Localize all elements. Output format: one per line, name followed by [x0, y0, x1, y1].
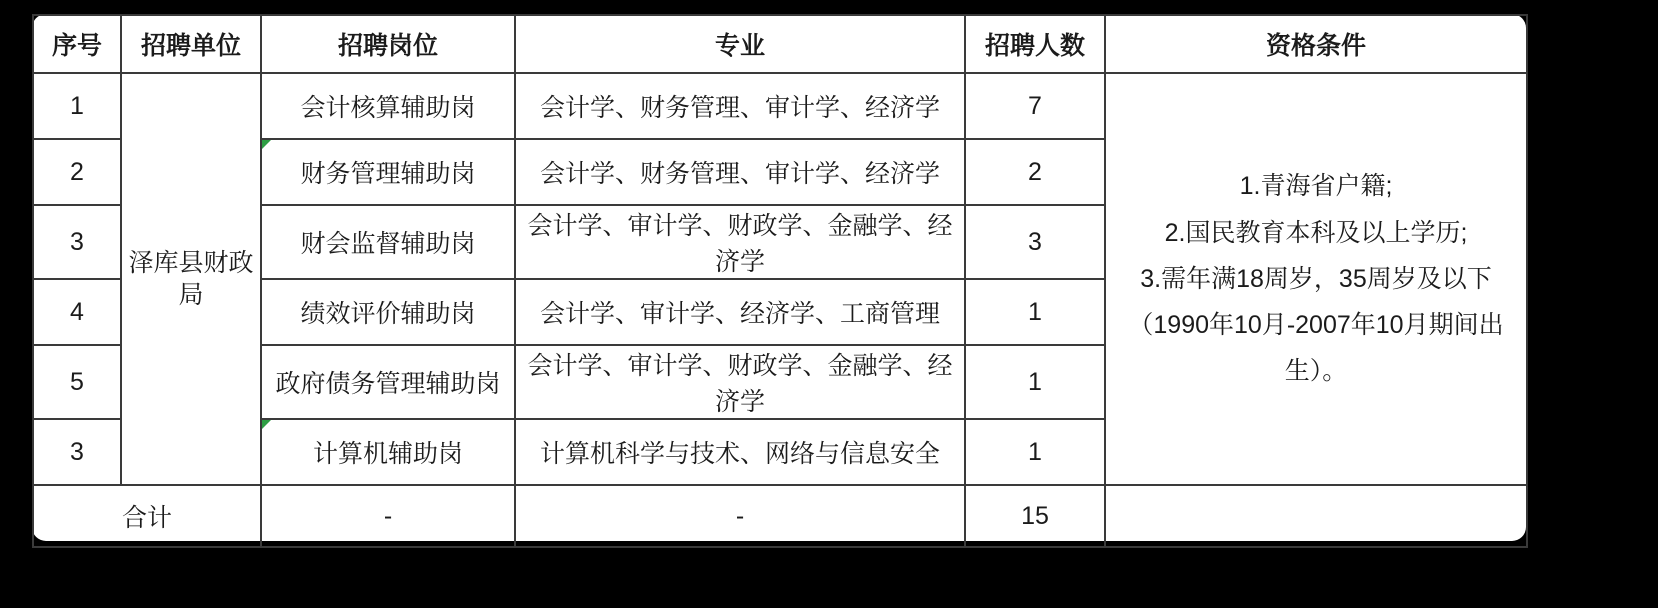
table-header: [33, 15, 1527, 73]
cell-count: 3: [965, 205, 1105, 279]
total-qualification: [1105, 485, 1527, 547]
cell-unit: 泽库县财政局: [121, 73, 261, 485]
cell-post: 政府债务管理辅助岗: [261, 345, 515, 419]
qualification-line-1: 1.青海省户籍;: [1239, 172, 1393, 201]
cell-qualification: [1105, 73, 1527, 485]
cell-post: 会计核算辅助岗: [261, 73, 515, 139]
cell-seq: 1: [33, 73, 121, 139]
total-post: -: [261, 485, 515, 547]
cell-seq: 2: [33, 139, 121, 205]
header-count: 招聘人数: [965, 15, 1105, 73]
header-seq: 序号: [33, 15, 121, 73]
cell-major: 会计学、财务管理、审计学、经济学: [515, 139, 965, 205]
cell-major: 会计学、审计学、财政学、金融学、经济学: [515, 205, 965, 279]
total-row: [33, 485, 1527, 547]
cell-count: 1: [965, 419, 1105, 485]
header-qualification: 资格条件: [1105, 15, 1527, 73]
cell-seq: 3: [33, 419, 121, 485]
total-label: 合计: [33, 485, 261, 547]
header-post: 招聘岗位: [261, 15, 515, 73]
cell-seq: 4: [33, 279, 121, 345]
recruitment-table: [32, 14, 1528, 548]
cell-count: 1: [965, 279, 1105, 345]
cell-post: 财会监督辅助岗: [261, 205, 515, 279]
cell-post: 计算机辅助岗: [261, 419, 515, 485]
cell-major: 会计学、审计学、经济学、工商管理: [515, 279, 965, 345]
cell-seq: 5: [33, 345, 121, 419]
cell-count: 1: [965, 345, 1105, 419]
cell-seq: 3: [33, 205, 121, 279]
qualification-line-3: 3.需年满18周岁，35周岁及以下（1990年10月-2007年10月期间出生）。: [1128, 264, 1504, 386]
cell-post: 绩效评价辅助岗: [261, 279, 515, 345]
qualification-line-2: 2.国民教育本科及以上学历;: [1164, 218, 1468, 247]
cell-count: 7: [965, 73, 1105, 139]
header-major: 专业: [515, 15, 965, 73]
header-row: [33, 15, 1527, 73]
document-page: [32, 14, 1526, 541]
total-count: 15: [965, 485, 1105, 547]
cell-post: 财务管理辅助岗: [261, 139, 515, 205]
table-row: [33, 73, 1527, 139]
cell-major: 会计学、审计学、财政学、金融学、经济学: [515, 345, 965, 419]
cell-major: 计算机科学与技术、网络与信息安全: [515, 419, 965, 485]
total-major: -: [515, 485, 965, 547]
cell-major: 会计学、财务管理、审计学、经济学: [515, 73, 965, 139]
table-body: [33, 73, 1527, 547]
header-unit: 招聘单位: [121, 15, 261, 73]
cell-count: 2: [965, 139, 1105, 205]
